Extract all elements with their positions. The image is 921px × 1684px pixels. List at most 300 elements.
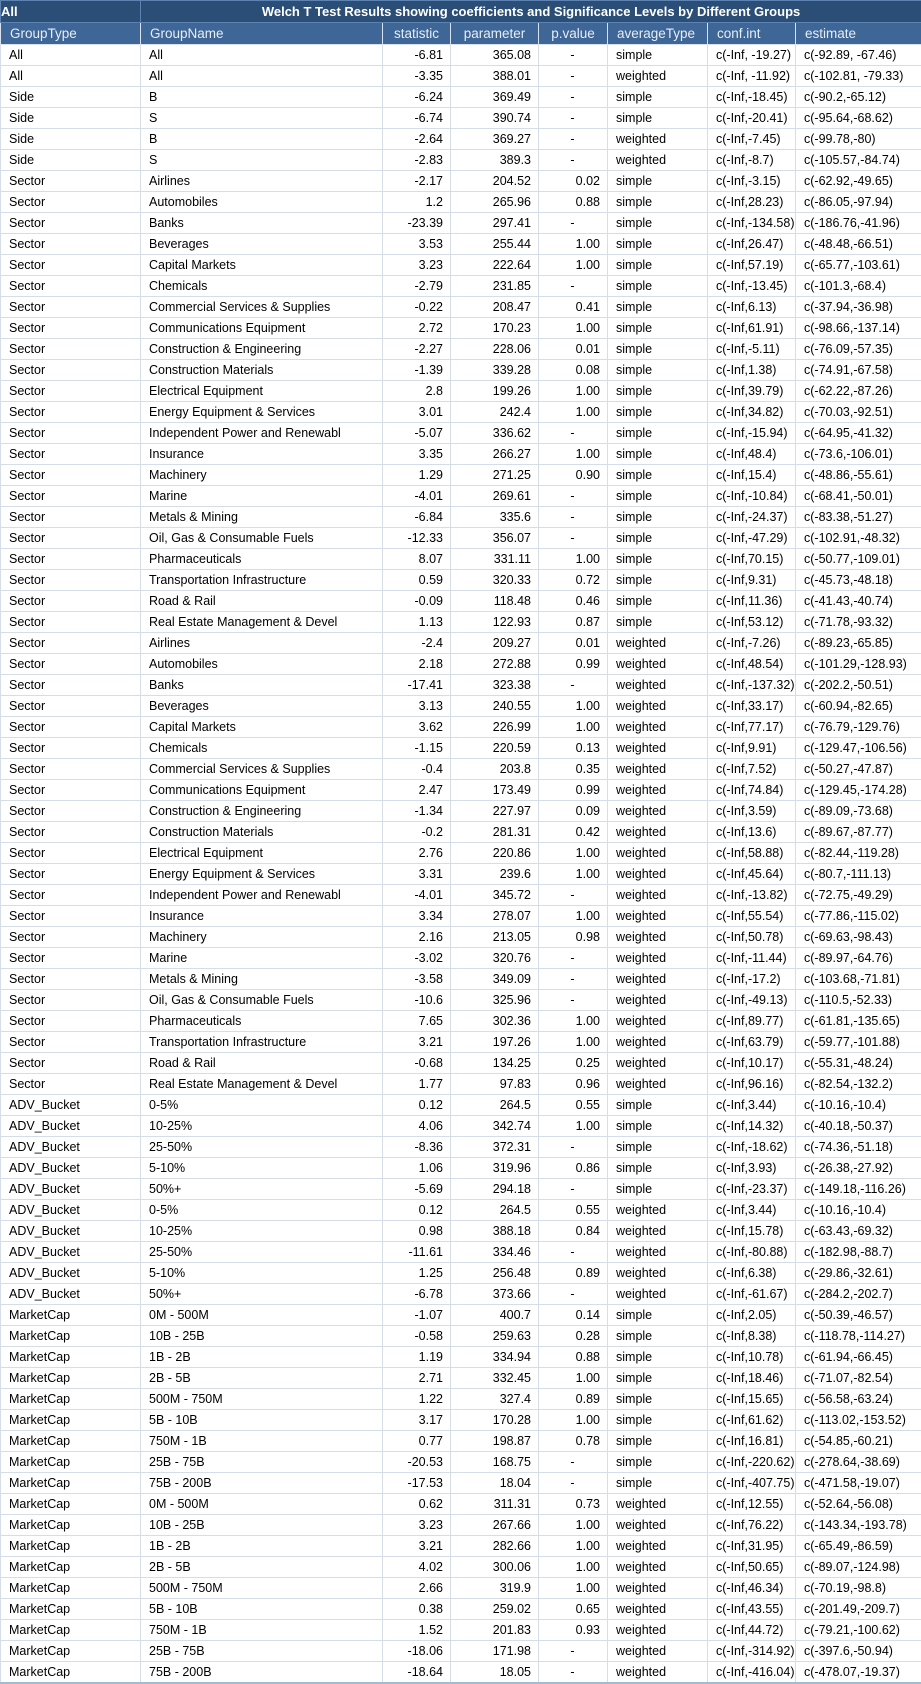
cell-groupname: Capital Markets [141, 717, 383, 738]
cell-averagetype: weighted [608, 780, 708, 801]
cell-averagetype: simple [608, 1347, 708, 1368]
cell-groupname: Commercial Services & Supplies [141, 759, 383, 780]
cell-estimate: c(-101.3,-68.4) [796, 276, 921, 297]
cell-grouptype: MarketCap [1, 1578, 141, 1599]
cell-statistic: 3.21 [383, 1032, 451, 1053]
cell-parameter: 281.31 [451, 822, 539, 843]
cell-averagetype: weighted [608, 1053, 708, 1074]
cell-statistic: -1.15 [383, 738, 451, 759]
table-row [1, 1557, 921, 1578]
cell-statistic: 3.35 [383, 444, 451, 465]
cell-confint: c(-Inf,61.91) [708, 318, 796, 339]
cell-averagetype: weighted [608, 822, 708, 843]
cell-estimate: c(-182.98,-88.7) [796, 1242, 921, 1263]
cell-grouptype: Sector [1, 717, 141, 738]
cell-averagetype: simple [608, 1137, 708, 1158]
cell-estimate: c(-61.94,-66.45) [796, 1347, 921, 1368]
cell-estimate: c(-74.91,-67.58) [796, 360, 921, 381]
cell-averagetype: weighted [608, 1578, 708, 1599]
cell-pvalue: - [539, 885, 608, 906]
cell-grouptype: All [1, 66, 141, 87]
cell-parameter: 372.31 [451, 1137, 539, 1158]
cell-parameter: 282.66 [451, 1536, 539, 1557]
table-row [1, 507, 921, 528]
cell-groupname: 1B - 2B [141, 1536, 383, 1557]
cell-groupname: Oil, Gas & Consumable Fuels [141, 990, 383, 1011]
cell-confint: c(-Inf, -19.27) [708, 45, 796, 66]
column-header-estimate: estimate [796, 23, 921, 45]
cell-grouptype: Sector [1, 192, 141, 213]
cell-statistic: 3.01 [383, 402, 451, 423]
table-row [1, 129, 921, 150]
cell-confint: c(-Inf,61.62) [708, 1410, 796, 1431]
cell-pvalue: 0.08 [539, 360, 608, 381]
cell-pvalue: - [539, 150, 608, 171]
cell-grouptype: Sector [1, 843, 141, 864]
cell-groupname: S [141, 108, 383, 129]
cell-parameter: 18.04 [451, 1473, 539, 1494]
cell-confint: c(-Inf,-8.7) [708, 150, 796, 171]
cell-groupname: Airlines [141, 633, 383, 654]
cell-parameter: 269.61 [451, 486, 539, 507]
cell-parameter: 226.99 [451, 717, 539, 738]
cell-averagetype: simple [608, 1368, 708, 1389]
cell-averagetype: weighted [608, 129, 708, 150]
cell-groupname: 10-25% [141, 1221, 383, 1242]
cell-groupname: Transportation Infrastructure [141, 1032, 383, 1053]
cell-statistic: -5.69 [383, 1179, 451, 1200]
cell-estimate: c(-65.77,-103.61) [796, 255, 921, 276]
cell-pvalue: 0.86 [539, 1158, 608, 1179]
cell-averagetype: simple [608, 1179, 708, 1200]
cell-estimate: c(-103.68,-71.81) [796, 969, 921, 990]
table-row [1, 1242, 921, 1263]
cell-grouptype: Sector [1, 675, 141, 696]
cell-statistic: -0.58 [383, 1326, 451, 1347]
cell-estimate: c(-82.44,-119.28) [796, 843, 921, 864]
cell-pvalue: 0.93 [539, 1620, 608, 1641]
cell-statistic: -23.39 [383, 213, 451, 234]
cell-confint: c(-Inf,34.82) [708, 402, 796, 423]
cell-groupname: All [141, 45, 383, 66]
cell-confint: c(-Inf,-18.45) [708, 87, 796, 108]
cell-groupname: Construction & Engineering [141, 339, 383, 360]
cell-confint: c(-Inf,3.44) [708, 1095, 796, 1116]
cell-pvalue: 0.99 [539, 780, 608, 801]
cell-pvalue: 1.00 [539, 843, 608, 864]
cell-pvalue: 0.46 [539, 591, 608, 612]
cell-estimate: c(-99.78,-80) [796, 129, 921, 150]
cell-groupname: 500M - 750M [141, 1389, 383, 1410]
cell-confint: c(-Inf,-24.37) [708, 507, 796, 528]
cell-pvalue: 1.00 [539, 255, 608, 276]
cell-statistic: 7.65 [383, 1011, 451, 1032]
cell-parameter: 171.98 [451, 1641, 539, 1662]
cell-averagetype: simple [608, 234, 708, 255]
cell-confint: c(-Inf,-3.15) [708, 171, 796, 192]
cell-groupname: All [141, 66, 383, 87]
cell-grouptype: Sector [1, 633, 141, 654]
cell-groupname: B [141, 87, 383, 108]
cell-grouptype: MarketCap [1, 1494, 141, 1515]
cell-statistic: 0.12 [383, 1200, 451, 1221]
cell-parameter: 356.07 [451, 528, 539, 549]
cell-estimate: c(-80.7,-111.13) [796, 864, 921, 885]
cell-grouptype: Sector [1, 696, 141, 717]
table-row [1, 1494, 921, 1515]
cell-pvalue: 1.00 [539, 1557, 608, 1578]
cell-parameter: 327.4 [451, 1389, 539, 1410]
cell-confint: c(-Inf,3.59) [708, 801, 796, 822]
cell-estimate: c(-82.54,-132.2) [796, 1074, 921, 1095]
cell-estimate: c(-71.78,-93.32) [796, 612, 921, 633]
table-row [1, 822, 921, 843]
table-row [1, 402, 921, 423]
cell-pvalue: - [539, 486, 608, 507]
table-row [1, 108, 921, 129]
cell-statistic: -0.09 [383, 591, 451, 612]
cell-groupname: Energy Equipment & Services [141, 864, 383, 885]
table-body [1, 45, 921, 1684]
cell-estimate: c(-68.41,-50.01) [796, 486, 921, 507]
cell-confint: c(-Inf,15.65) [708, 1389, 796, 1410]
cell-grouptype: All [1, 45, 141, 66]
cell-grouptype: MarketCap [1, 1599, 141, 1620]
cell-grouptype: MarketCap [1, 1557, 141, 1578]
cell-pvalue: 1.00 [539, 1116, 608, 1137]
cell-pvalue: - [539, 675, 608, 696]
cell-parameter: 302.36 [451, 1011, 539, 1032]
cell-statistic: -1.39 [383, 360, 451, 381]
cell-grouptype: ADV_Bucket [1, 1284, 141, 1305]
cell-parameter: 369.49 [451, 87, 539, 108]
cell-grouptype: Sector [1, 990, 141, 1011]
table-row [1, 1473, 921, 1494]
cell-pvalue: 0.13 [539, 738, 608, 759]
cell-statistic: 4.02 [383, 1557, 451, 1578]
cell-groupname: 25B - 75B [141, 1641, 383, 1662]
cell-grouptype: ADV_Bucket [1, 1137, 141, 1158]
cell-groupname: 5B - 10B [141, 1410, 383, 1431]
cell-groupname: Pharmaceuticals [141, 549, 383, 570]
cell-groupname: Independent Power and Renewabl [141, 885, 383, 906]
cell-estimate: c(-129.45,-174.28) [796, 780, 921, 801]
cell-grouptype: MarketCap [1, 1368, 141, 1389]
cell-grouptype: Sector [1, 360, 141, 381]
cell-averagetype: weighted [608, 801, 708, 822]
cell-grouptype: MarketCap [1, 1410, 141, 1431]
cell-confint: c(-Inf,89.77) [708, 1011, 796, 1032]
cell-parameter: 388.01 [451, 66, 539, 87]
cell-estimate: c(-74.36,-51.18) [796, 1137, 921, 1158]
cell-pvalue: 0.88 [539, 192, 608, 213]
cell-grouptype: Sector [1, 402, 141, 423]
table-row [1, 990, 921, 1011]
cell-grouptype: ADV_Bucket [1, 1158, 141, 1179]
cell-parameter: 227.97 [451, 801, 539, 822]
cell-groupname: 5-10% [141, 1263, 383, 1284]
cell-groupname: Beverages [141, 696, 383, 717]
cell-parameter: 264.5 [451, 1095, 539, 1116]
table-row [1, 1158, 921, 1179]
cell-statistic: 0.38 [383, 1599, 451, 1620]
cell-confint: c(-Inf,-17.2) [708, 969, 796, 990]
cell-estimate: c(-73.6,-106.01) [796, 444, 921, 465]
cell-averagetype: simple [608, 570, 708, 591]
cell-averagetype: weighted [608, 990, 708, 1011]
cell-parameter: 256.48 [451, 1263, 539, 1284]
cell-statistic: 1.22 [383, 1389, 451, 1410]
cell-averagetype: weighted [608, 759, 708, 780]
cell-confint: c(-Inf,-18.62) [708, 1137, 796, 1158]
cell-statistic: 3.23 [383, 1515, 451, 1536]
cell-estimate: c(-92.89, -67.46) [796, 45, 921, 66]
cell-averagetype: simple [608, 360, 708, 381]
cell-confint: c(-Inf,-416.04) [708, 1662, 796, 1684]
cell-statistic: 0.12 [383, 1095, 451, 1116]
cell-groupname: 25B - 75B [141, 1452, 383, 1473]
cell-parameter: 349.09 [451, 969, 539, 990]
cell-statistic: -12.33 [383, 528, 451, 549]
cell-groupname: 75B - 200B [141, 1473, 383, 1494]
cell-statistic: -10.6 [383, 990, 451, 1011]
cell-confint: c(-Inf,9.31) [708, 570, 796, 591]
cell-groupname: Insurance [141, 906, 383, 927]
cell-groupname: 5-10% [141, 1158, 383, 1179]
cell-statistic: 3.13 [383, 696, 451, 717]
cell-confint: c(-Inf,26.47) [708, 234, 796, 255]
cell-parameter: 373.66 [451, 1284, 539, 1305]
cell-estimate: c(-118.78,-114.27) [796, 1326, 921, 1347]
cell-confint: c(-Inf,-314.92) [708, 1641, 796, 1662]
cell-parameter: 332.45 [451, 1368, 539, 1389]
cell-pvalue: 1.00 [539, 444, 608, 465]
cell-parameter: 319.96 [451, 1158, 539, 1179]
cell-confint: c(-Inf,-7.26) [708, 633, 796, 654]
cell-groupname: Banks [141, 213, 383, 234]
cell-grouptype: MarketCap [1, 1452, 141, 1473]
cell-parameter: 365.08 [451, 45, 539, 66]
cell-estimate: c(-76.79,-129.76) [796, 717, 921, 738]
cell-parameter: 388.18 [451, 1221, 539, 1242]
cell-pvalue: - [539, 423, 608, 444]
cell-estimate: c(-89.07,-124.98) [796, 1557, 921, 1578]
cell-averagetype: weighted [608, 906, 708, 927]
cell-confint: c(-Inf,58.88) [708, 843, 796, 864]
table-row [1, 1326, 921, 1347]
cell-confint: c(-Inf,6.13) [708, 297, 796, 318]
cell-groupname: Electrical Equipment [141, 381, 383, 402]
cell-averagetype: simple [608, 381, 708, 402]
cell-pvalue: 0.09 [539, 801, 608, 822]
cell-grouptype: Sector [1, 927, 141, 948]
table-row [1, 444, 921, 465]
cell-averagetype: weighted [608, 1284, 708, 1305]
cell-estimate: c(-69.63,-98.43) [796, 927, 921, 948]
cell-groupname: S [141, 150, 383, 171]
cell-parameter: 242.4 [451, 402, 539, 423]
table-row [1, 423, 921, 444]
cell-grouptype: Sector [1, 969, 141, 990]
cell-grouptype: Sector [1, 654, 141, 675]
cell-averagetype: simple [608, 276, 708, 297]
cell-grouptype: MarketCap [1, 1641, 141, 1662]
table-row [1, 801, 921, 822]
table-row [1, 297, 921, 318]
cell-statistic: 0.62 [383, 1494, 451, 1515]
cell-confint: c(-Inf,2.05) [708, 1305, 796, 1326]
cell-pvalue: 0.65 [539, 1599, 608, 1620]
table-row [1, 969, 921, 990]
cell-pvalue: - [539, 1179, 608, 1200]
cell-pvalue: 0.25 [539, 1053, 608, 1074]
cell-confint: c(-Inf,11.36) [708, 591, 796, 612]
cell-estimate: c(-105.57,-84.74) [796, 150, 921, 171]
table-row [1, 1116, 921, 1137]
cell-parameter: 204.52 [451, 171, 539, 192]
table-row [1, 1641, 921, 1662]
cell-grouptype: Side [1, 108, 141, 129]
cell-statistic: -3.35 [383, 66, 451, 87]
cell-confint: c(-Inf,15.4) [708, 465, 796, 486]
column-header-statistic: statistic [383, 23, 451, 45]
cell-pvalue: 1.00 [539, 1515, 608, 1536]
cell-confint: c(-Inf,15.78) [708, 1221, 796, 1242]
cell-groupname: 5B - 10B [141, 1599, 383, 1620]
cell-groupname: Transportation Infrastructure [141, 570, 383, 591]
cell-pvalue: 0.89 [539, 1389, 608, 1410]
cell-grouptype: MarketCap [1, 1536, 141, 1557]
cell-parameter: 334.94 [451, 1347, 539, 1368]
cell-statistic: 2.8 [383, 381, 451, 402]
cell-confint: c(-Inf,-49.13) [708, 990, 796, 1011]
cell-averagetype: weighted [608, 738, 708, 759]
cell-confint: c(-Inf,18.46) [708, 1368, 796, 1389]
cell-groupname: Beverages [141, 234, 383, 255]
cell-estimate: c(-129.47,-106.56) [796, 738, 921, 759]
cell-statistic: 2.18 [383, 654, 451, 675]
cell-parameter: 240.55 [451, 696, 539, 717]
cell-pvalue: - [539, 507, 608, 528]
cell-estimate: c(-37.94,-36.98) [796, 297, 921, 318]
cell-pvalue: 1.00 [539, 549, 608, 570]
cell-estimate: c(-54.85,-60.21) [796, 1431, 921, 1452]
cell-groupname: Real Estate Management & Devel [141, 612, 383, 633]
cell-pvalue: 1.00 [539, 1011, 608, 1032]
cell-groupname: Machinery [141, 927, 383, 948]
cell-estimate: c(-50.27,-47.87) [796, 759, 921, 780]
cell-averagetype: weighted [608, 1200, 708, 1221]
cell-statistic: 3.53 [383, 234, 451, 255]
table-row [1, 1452, 921, 1473]
cell-groupname: Airlines [141, 171, 383, 192]
cell-grouptype: MarketCap [1, 1515, 141, 1536]
cell-grouptype: Sector [1, 906, 141, 927]
cell-pvalue: - [539, 528, 608, 549]
cell-confint: c(-Inf,77.17) [708, 717, 796, 738]
cell-statistic: -0.2 [383, 822, 451, 843]
cell-grouptype: Sector [1, 213, 141, 234]
cell-grouptype: Sector [1, 591, 141, 612]
cell-parameter: 390.74 [451, 108, 539, 129]
cell-averagetype: simple [608, 507, 708, 528]
cell-averagetype: simple [608, 297, 708, 318]
cell-estimate: c(-70.03,-92.51) [796, 402, 921, 423]
cell-grouptype: Sector [1, 339, 141, 360]
cell-grouptype: Side [1, 129, 141, 150]
cell-confint: c(-Inf,-5.11) [708, 339, 796, 360]
column-header-row [1, 23, 921, 45]
cell-statistic: 2.16 [383, 927, 451, 948]
table-row [1, 45, 921, 66]
cell-groupname: Pharmaceuticals [141, 1011, 383, 1032]
cell-confint: c(-Inf,16.81) [708, 1431, 796, 1452]
cell-pvalue: 0.41 [539, 297, 608, 318]
cell-groupname: Construction & Engineering [141, 801, 383, 822]
cell-grouptype: Sector [1, 612, 141, 633]
cell-confint: c(-Inf,-61.67) [708, 1284, 796, 1305]
cell-statistic: -18.64 [383, 1662, 451, 1684]
cell-statistic: -6.74 [383, 108, 451, 129]
cell-groupname: Construction Materials [141, 360, 383, 381]
cell-statistic: -2.79 [383, 276, 451, 297]
cell-pvalue: 0.88 [539, 1347, 608, 1368]
cell-pvalue: 0.14 [539, 1305, 608, 1326]
cell-grouptype: ADV_Bucket [1, 1179, 141, 1200]
cell-averagetype: weighted [608, 696, 708, 717]
cell-statistic: 0.59 [383, 570, 451, 591]
table-row [1, 864, 921, 885]
cell-averagetype: weighted [608, 1242, 708, 1263]
cell-pvalue: - [539, 213, 608, 234]
cell-groupname: Chemicals [141, 276, 383, 297]
cell-pvalue: 1.00 [539, 864, 608, 885]
table-row [1, 675, 921, 696]
cell-estimate: c(-56.58,-63.24) [796, 1389, 921, 1410]
cell-parameter: 345.72 [451, 885, 539, 906]
cell-estimate: c(-50.77,-109.01) [796, 549, 921, 570]
cell-groupname: Electrical Equipment [141, 843, 383, 864]
cell-pvalue: 0.96 [539, 1074, 608, 1095]
cell-grouptype: MarketCap [1, 1662, 141, 1684]
cell-statistic: -1.07 [383, 1305, 451, 1326]
cell-estimate: c(-86.05,-97.94) [796, 192, 921, 213]
cell-statistic: -2.83 [383, 150, 451, 171]
cell-groupname: 10B - 25B [141, 1326, 383, 1347]
cell-estimate: c(-79.21,-100.62) [796, 1620, 921, 1641]
cell-estimate: c(-186.76,-41.96) [796, 213, 921, 234]
cell-averagetype: simple [608, 1116, 708, 1137]
table-row [1, 1284, 921, 1305]
cell-averagetype: simple [608, 465, 708, 486]
cell-grouptype: Sector [1, 255, 141, 276]
cell-estimate: c(-26.38,-27.92) [796, 1158, 921, 1179]
cell-pvalue: - [539, 45, 608, 66]
cell-estimate: c(-50.39,-46.57) [796, 1305, 921, 1326]
cell-pvalue: - [539, 948, 608, 969]
cell-averagetype: simple [608, 444, 708, 465]
cell-parameter: 369.27 [451, 129, 539, 150]
cell-pvalue: 0.73 [539, 1494, 608, 1515]
cell-grouptype: MarketCap [1, 1389, 141, 1410]
cell-averagetype: weighted [608, 1599, 708, 1620]
cell-parameter: 325.96 [451, 990, 539, 1011]
cell-parameter: 134.25 [451, 1053, 539, 1074]
cell-parameter: 297.41 [451, 213, 539, 234]
table-row [1, 738, 921, 759]
cell-pvalue: 0.02 [539, 171, 608, 192]
cell-pvalue: 0.01 [539, 633, 608, 654]
